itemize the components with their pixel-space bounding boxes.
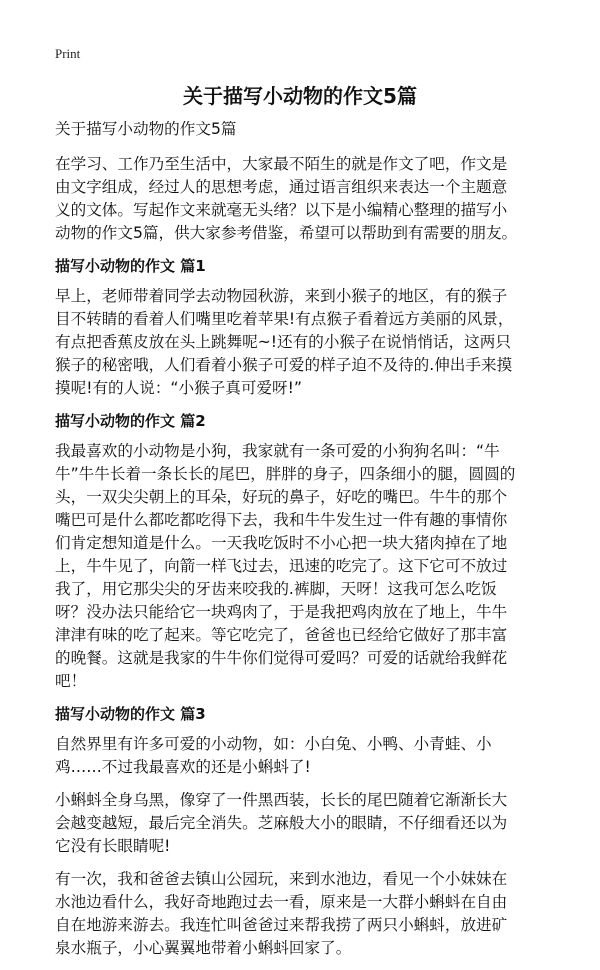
section-heading-1: 描写小动物的作文 篇1	[55, 257, 206, 275]
section-3-paragraph-2: 小蝌蚪全身乌黑，像穿了一件黑西装，长长的尾巴随着它渐渐长大会越变越短，最后完全消失。芝麻般大小的眼睛，不仔细看还以为它没有长眼睛呢!	[55, 791, 508, 855]
document-body	[55, 118, 521, 970]
section-heading-2: 描写小动物的作文 篇2	[55, 412, 206, 430]
section-1-paragraph: 早上，老师带着同学去动物园秋游，来到小猴子的地区，有的猴子目不转睛的看着人们嘴里吃着苹果!有点猴子看着远方美丽的风景，有点把香蕉皮放在头上跳舞呢~!还有的小猴子在说悄悄话，这两只猴子的秘密哦，人们看着小猴子可爱的样子迫不及待的.伸出手来摸摸呢!有的人说：“小猴子真可爱呀!”	[55, 287, 514, 397]
section-3-paragraph-3: 有一次，我和爸爸去镇山公园玩，来到水池边，看见一个小妹妹在水池边看什么，我好奇地跑过去一看，原来是一大群小蝌蚪在自由自在地游来游去。我连忙叫爸爸过来帮我捞了两只小蝌蚪，放进矿泉水瓶子，小心翼翼地带着小蝌蚪回家了。	[55, 870, 508, 957]
section-heading-3: 描写小动物的作文 篇3	[55, 705, 206, 723]
page-title: 关于描写小动物的作文5篇	[183, 84, 417, 108]
section-2-paragraph: 我最喜欢的小动物是小狗，我家就有一条可爱的小狗狗名叫：“牛牛”牛牛长着一条长长的尾巴，胖胖的身子，四条细小的腿，圆圆的头，一双尖尖朝上的耳朵，好玩的鼻子，好吃的嘴巴。牛牛的那个嘴巴可是什么都吃都吃得下去，我和牛牛发生过一件有趣的事情你们肯定想知道是什么。一天我吃饭时不小心把一块大猪肉掉在了地上，牛牛见了，向箭一样飞过去，迅速的吃完了。这下它可不放过我了，用它那尖尖的牙齿来咬我的.裤脚，天呀！这我可怎么吃饭呀？没办法只能给它一块鸡肉了，于是我把鸡肉放在了地上，牛牛津津有味的吃了起来。等它吃完了，爸爸也已经给它做好了那丰富的晚餐。这就是我家的牛牛你们觉得可爱吗？可爱的话就给我鲜花吧！	[55, 442, 516, 690]
subtitle: 关于描写小动物的作文5篇	[55, 120, 237, 138]
section-3-paragraph-1: 自然界里有许多可爱的小动物，如：小白兔、小鸭、小青蛙、小鸡……不过我最喜欢的还是小蝌蚪了!	[55, 735, 492, 776]
intro-paragraph: 在学习、工作乃至生活中，大家最不陌生的就是作文了吧，作文是由文字组成，经过人的思想考虑，通过语言组织来表达一个主题意义的文体。写起作文来就毫无头绪？以下是小编精心整理的描写小动物的作文5篇，供大家参考借鉴，希望可以帮助到有需要的朋友。	[55, 155, 518, 242]
print-label: Print	[55, 46, 81, 61]
